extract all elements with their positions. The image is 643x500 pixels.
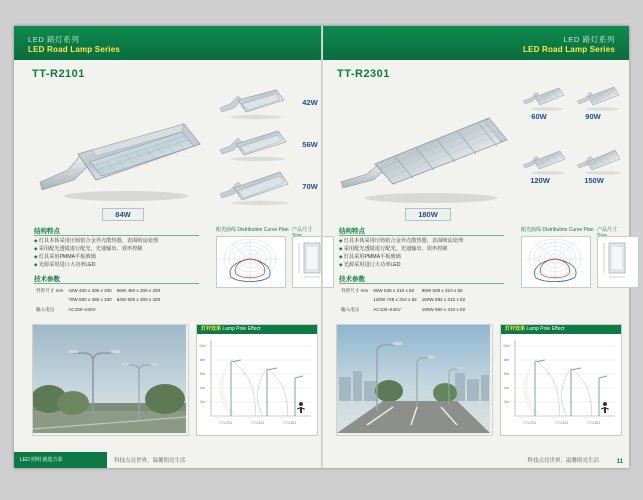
- product-model-label: TT-R2101: [32, 68, 85, 80]
- structure-bullet-2: ◆ 采用配光透镜进行配光，光通输出、效率控制: [34, 245, 206, 253]
- table-row: [341, 287, 468, 294]
- effect-title-en: Lamp Pole Effect: [222, 326, 261, 332]
- table-row: [36, 296, 163, 303]
- header-left-title-cn: LED 路灯系列: [28, 35, 80, 44]
- structure-bullet-3: ◆ 灯具采用PMMA平板玻璃: [34, 253, 206, 261]
- svg-text:TT-2301: TT-2301: [283, 421, 297, 425]
- svg-text:2m: 2m: [200, 400, 205, 404]
- header-right-title-en: LED Road Lamp Series: [522, 45, 615, 54]
- tech-cell: 150W 882 x 310 x 82: [421, 297, 466, 303]
- tech-cell: 60W 630 x 310 x 82: [373, 288, 415, 293]
- thumb-watt-label-120w: 120W: [530, 176, 550, 185]
- tech-cell: [341, 296, 371, 303]
- svg-text:TT-2701: TT-2701: [219, 421, 233, 425]
- product-panel-tt-r2101: [24, 66, 318, 312]
- tech-cell: [36, 296, 66, 303]
- structure-bullet-4: ◆ 光源采用进口大功率LED: [339, 261, 511, 269]
- structure-bullet-3: ◆ 灯具采用PMMA平板玻璃: [339, 253, 511, 261]
- main-watt-label: 180W: [405, 208, 451, 221]
- structure-bullet-4: ◆ 光源采用进口大功率LED: [34, 261, 206, 269]
- product-thumb-70w: [216, 170, 294, 206]
- tech-cell: 外形尺寸 mm: [36, 288, 64, 293]
- structure-bullet-1: ◆ 灯具本体采用压铸铝合金外壳散热器，表面喷涂处理: [339, 237, 511, 245]
- svg-text:6m: 6m: [200, 372, 205, 376]
- svg-text:TT-2701: TT-2701: [523, 421, 537, 425]
- curve-label: [521, 226, 594, 233]
- svg-text:TT-2101: TT-2101: [251, 421, 265, 425]
- product-thumb-120w: [521, 148, 567, 176]
- main-watt-label: 84W: [102, 208, 144, 221]
- svg-text:4m: 4m: [504, 386, 509, 390]
- curve-label-cn: 配光曲线: [216, 227, 237, 233]
- tech-cell: [117, 306, 163, 313]
- tech-divider: [34, 283, 199, 284]
- product-model-label: TT-R2301: [337, 68, 390, 80]
- footer-slogan-left: 科技点亮世界，温馨照亮生活: [114, 458, 186, 464]
- thumb-watt-label-60w: 60W: [531, 112, 547, 121]
- product-thumb-60w: [521, 84, 567, 112]
- structure-title: 结构特点: [34, 228, 60, 235]
- footer-slogan-right: 科技点亮世界，温馨照亮生活: [527, 458, 599, 464]
- effect-title-cn: 灯杆效果: [201, 326, 222, 332]
- curve-label-en: Distribution Curve Plan: [237, 227, 289, 233]
- product-thumb-56w: [216, 128, 294, 162]
- thumb-watt-label-42w: 42W: [302, 98, 318, 107]
- tech-cell: 70W 500 x 365 x 330: [68, 297, 112, 303]
- svg-text:TT-2101: TT-2101: [555, 421, 569, 425]
- tech-cell: 84W 600 x 300 x 330: [116, 297, 161, 303]
- tech-cell: 180W 960 x 310 x 82: [421, 306, 466, 312]
- table-row: [36, 306, 163, 313]
- structure-bullet-2: ◆ 采用配光透镜进行配光，光通输出、效率控制: [339, 245, 511, 253]
- tech-cell: 56W 460 x 300 x 330: [116, 288, 161, 293]
- product-thumb-90w: [575, 84, 621, 112]
- product-thumb-150w: [575, 148, 621, 176]
- curve-label-cn: 配光曲线: [521, 227, 542, 233]
- header-right-title-cn: LED 路灯系列: [563, 35, 615, 44]
- footer-brand-text: LED 照明 就选吉泰: [20, 457, 63, 463]
- tech-title: 技术参数: [339, 276, 365, 283]
- installation-photo-left: [32, 324, 189, 436]
- tech-cell: 输入电压: [36, 306, 55, 312]
- structure-bullet-1: ◆ 灯具本体采用压铸铝合金外壳散热器，表面喷涂处理: [34, 237, 206, 245]
- effect-header: [197, 325, 317, 334]
- footer-green-block: [14, 452, 107, 468]
- header-band-left: [14, 26, 321, 60]
- thumb-watt-label-56w: 56W: [302, 140, 318, 149]
- header-band-right: [322, 26, 629, 60]
- distribution-curve-chart: [216, 236, 286, 288]
- tech-cell: AC100~240V: [68, 306, 96, 312]
- svg-text:4m: 4m: [200, 386, 205, 390]
- effect-title-en: Lamp Pole Effect: [526, 326, 565, 332]
- product-thumb-42w: [216, 86, 294, 120]
- svg-text:8m: 8m: [200, 358, 205, 362]
- tech-table: [339, 285, 470, 315]
- tech-cell: 90W 639 x 310 x 82: [421, 288, 463, 293]
- installation-photo-right: [336, 324, 493, 436]
- size-label-cn: 产品尺寸: [292, 227, 313, 233]
- lamp-pole-effect-right: [500, 324, 622, 436]
- book-spine: [321, 26, 323, 468]
- distribution-curve-chart: [521, 236, 591, 288]
- product-main-image: [339, 84, 514, 208]
- product-main-image: [34, 84, 202, 208]
- page-number: 11: [616, 459, 623, 465]
- product-panel-tt-r2301: [329, 66, 619, 312]
- table-row: [341, 296, 468, 303]
- svg-text:10m: 10m: [503, 344, 510, 348]
- table-row: [36, 287, 163, 294]
- tech-cell: 外形尺寸 mm: [341, 288, 369, 293]
- tech-table: [34, 285, 165, 315]
- svg-text:TT-2301: TT-2301: [587, 421, 601, 425]
- svg-text:10m: 10m: [199, 344, 206, 348]
- thumb-watt-label-150w: 150W: [584, 176, 604, 185]
- table-row: [341, 306, 468, 313]
- svg-text:2m: 2m: [504, 400, 509, 404]
- thumb-watt-label-70w: 70W: [302, 182, 318, 191]
- thumb-watt-label-90w: 90W: [585, 112, 601, 121]
- svg-text:8m: 8m: [504, 358, 509, 362]
- size-label-cn: 产品尺寸: [597, 227, 618, 233]
- effect-title-cn: 灯杆效果: [505, 326, 526, 332]
- svg-text:6m: 6m: [504, 372, 509, 376]
- tech-cell: 120W 745 x 310 x 82: [373, 297, 417, 303]
- tech-cell: 输入电压: [341, 306, 360, 312]
- tech-cell: 42W 400 x 300 x 330: [68, 288, 112, 293]
- tech-divider: [339, 283, 504, 284]
- header-left-title-en: LED Road Lamp Series: [28, 45, 121, 54]
- product-size-drawing: [292, 236, 334, 288]
- curve-label: [216, 226, 289, 233]
- tech-cell: AC100~240V: [373, 306, 401, 312]
- curve-label-en: Distribution Curve Plan: [542, 227, 594, 233]
- product-size-drawing: [597, 236, 639, 288]
- structure-bullets: [34, 237, 206, 269]
- effect-header: [501, 325, 621, 334]
- lamp-pole-effect-left: [196, 324, 318, 436]
- structure-divider: [34, 235, 199, 236]
- tech-title: 技术参数: [34, 276, 60, 283]
- structure-title: 结构特点: [339, 228, 365, 235]
- structure-divider: [339, 235, 504, 236]
- structure-bullets: [339, 237, 511, 269]
